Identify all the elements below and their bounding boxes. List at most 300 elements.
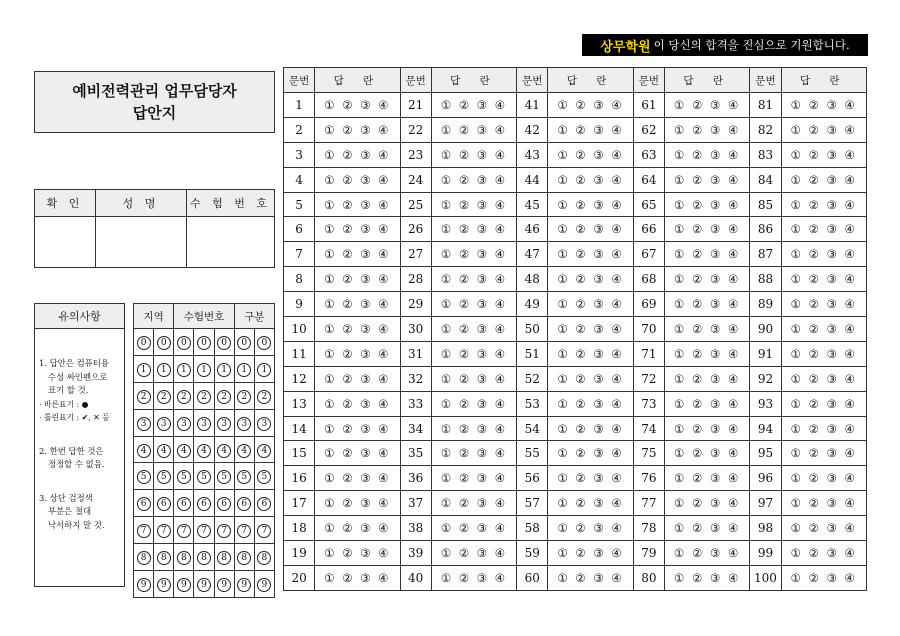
omr-bubble[interactable]: 8 — [177, 551, 191, 565]
answer-choice-bubbles[interactable]: ① ② ③ ④ — [548, 466, 633, 491]
omr-digit-row — [134, 571, 275, 598]
omr-bubble[interactable]: 9 — [257, 578, 271, 592]
question-number: 65 — [633, 192, 664, 217]
omr-bubble[interactable]: 0 — [197, 336, 211, 350]
omr-digit-row — [134, 329, 275, 356]
answer-choice-bubbles[interactable]: ① ② ③ ④ — [781, 491, 866, 516]
notice-line: 3. 상단 검정색 — [39, 492, 93, 503]
answer-choice-bubbles[interactable]: ① ② ③ ④ — [315, 117, 400, 142]
answer-choice-bubbles[interactable]: ① ② ③ ④ — [548, 142, 633, 167]
omr-bubble[interactable]: 4 — [137, 444, 151, 458]
omr-cell — [254, 490, 274, 517]
omr-cell — [214, 382, 234, 409]
omr-bubble[interactable]: 6 — [237, 497, 251, 511]
answer-choice-bubbles[interactable]: ① ② ③ ④ — [431, 242, 516, 267]
question-number: 6 — [284, 217, 315, 242]
answer-choice-bubbles[interactable]: ① ② ③ ④ — [548, 391, 633, 416]
question-number: 22 — [400, 117, 431, 142]
answer-choice-bubbles[interactable]: ① ② ③ ④ — [431, 391, 516, 416]
question-number: 76 — [633, 466, 664, 491]
omr-bubble[interactable]: 8 — [137, 551, 151, 565]
answer-row — [284, 466, 867, 491]
answer-choices-header: 답 란 — [664, 68, 749, 93]
answer-choice-bubbles[interactable]: ① ② ③ ④ — [315, 516, 400, 541]
answer-choice-bubbles[interactable]: ① ② ③ ④ — [548, 117, 633, 142]
answer-choice-bubbles[interactable]: ① ② ③ ④ — [315, 242, 400, 267]
answer-choice-bubbles[interactable]: ① ② ③ ④ — [781, 466, 866, 491]
question-number: 100 — [750, 565, 781, 590]
answer-choice-bubbles[interactable]: ① ② ③ ④ — [431, 541, 516, 566]
omr-bubble[interactable]: 4 — [237, 444, 251, 458]
omr-digit-row — [134, 517, 275, 544]
answer-row — [284, 491, 867, 516]
question-number: 89 — [750, 292, 781, 317]
omr-cell — [214, 463, 234, 490]
omr-digit-row — [134, 436, 275, 463]
omr-cell — [234, 355, 254, 382]
question-number: 95 — [750, 441, 781, 466]
question-number: 47 — [517, 242, 548, 267]
answer-choice-bubbles[interactable]: ① ② ③ ④ — [548, 192, 633, 217]
omr-bubble[interactable]: 5 — [237, 470, 251, 484]
question-number: 35 — [400, 441, 431, 466]
answer-choice-bubbles[interactable]: ① ② ③ ④ — [664, 192, 749, 217]
omr-bubble[interactable]: 9 — [197, 578, 211, 592]
omr-bubble[interactable]: 6 — [137, 497, 151, 511]
omr-cell — [234, 544, 254, 571]
question-number: 38 — [400, 516, 431, 541]
banner-brand: 상무학원 — [600, 39, 651, 55]
name-field[interactable] — [96, 217, 187, 268]
omr-bubble[interactable]: 5 — [197, 470, 211, 484]
omr-bubble[interactable]: 8 — [157, 551, 171, 565]
confirm-field[interactable] — [35, 217, 96, 268]
omr-cell — [154, 544, 174, 571]
answer-choice-bubbles[interactable]: ① ② ③ ④ — [315, 167, 400, 192]
question-number: 85 — [750, 192, 781, 217]
omr-bubble[interactable]: 7 — [197, 524, 211, 538]
omr-cell — [174, 382, 194, 409]
omr-bubble[interactable]: 6 — [257, 497, 271, 511]
answer-row — [284, 416, 867, 441]
answer-choice-bubbles[interactable]: ① ② ③ ④ — [431, 142, 516, 167]
omr-cell — [254, 517, 274, 544]
question-number: 16 — [284, 466, 315, 491]
answer-choice-bubbles[interactable]: ① ② ③ ④ — [431, 416, 516, 441]
answer-row — [284, 292, 867, 317]
answer-choice-bubbles[interactable]: ① ② ③ ④ — [781, 192, 866, 217]
question-number: 27 — [400, 242, 431, 267]
answer-choice-bubbles[interactable]: ① ② ③ ④ — [315, 317, 400, 342]
omr-bubble[interactable]: 8 — [237, 551, 251, 565]
omr-cell — [194, 355, 214, 382]
omr-cell — [134, 571, 154, 598]
omr-cell — [134, 517, 154, 544]
omr-bubble[interactable]: 3 — [217, 417, 231, 431]
answer-choice-bubbles[interactable]: ① ② ③ ④ — [664, 491, 749, 516]
question-number: 52 — [517, 366, 548, 391]
question-number: 29 — [400, 292, 431, 317]
answer-choice-bubbles[interactable]: ① ② ③ ④ — [781, 117, 866, 142]
answer-row — [284, 242, 867, 267]
omr-bubble[interactable]: 2 — [237, 390, 251, 404]
answer-choice-bubbles[interactable]: ① ② ③ ④ — [431, 441, 516, 466]
omr-bubble[interactable]: 9 — [137, 578, 151, 592]
notice-list — [35, 329, 124, 532]
answer-choice-bubbles[interactable]: ① ② ③ ④ — [664, 217, 749, 242]
answer-choice-bubbles[interactable]: ① ② ③ ④ — [315, 541, 400, 566]
question-number: 37 — [400, 491, 431, 516]
answer-choice-bubbles[interactable]: ① ② ③ ④ — [431, 292, 516, 317]
answer-choice-bubbles[interactable]: ① ② ③ ④ — [548, 242, 633, 267]
question-number: 28 — [400, 267, 431, 292]
answer-choice-bubbles[interactable]: ① ② ③ ④ — [315, 192, 400, 217]
answer-choice-bubbles[interactable]: ① ② ③ ④ — [781, 292, 866, 317]
omr-bubble[interactable]: 1 — [257, 363, 271, 377]
question-number: 25 — [400, 192, 431, 217]
answer-choice-bubbles[interactable]: ① ② ③ ④ — [664, 117, 749, 142]
answer-choice-bubbles[interactable]: ① ② ③ ④ — [548, 541, 633, 566]
omr-digit-row — [134, 490, 275, 517]
answer-choice-bubbles[interactable]: ① ② ③ ④ — [781, 217, 866, 242]
answer-choice-bubbles[interactable]: ① ② ③ ④ — [431, 192, 516, 217]
omr-bubble[interactable]: 3 — [257, 417, 271, 431]
answer-choice-bubbles[interactable]: ① ② ③ ④ — [664, 416, 749, 441]
omr-bubble[interactable]: 7 — [137, 524, 151, 538]
omr-cell — [214, 544, 234, 571]
answer-choice-bubbles[interactable]: ① ② ③ ④ — [664, 167, 749, 192]
question-number: 51 — [517, 341, 548, 366]
question-number: 50 — [517, 317, 548, 342]
question-number: 61 — [633, 93, 664, 118]
answer-choice-bubbles[interactable]: ① ② ③ ④ — [315, 366, 400, 391]
answer-choice-bubbles[interactable]: ① ② ③ ④ — [781, 142, 866, 167]
omr-cell — [234, 329, 254, 356]
answer-choice-bubbles[interactable]: ① ② ③ ④ — [431, 167, 516, 192]
answer-choice-bubbles[interactable]: ① ② ③ ④ — [664, 93, 749, 118]
omr-bubble[interactable]: 2 — [257, 390, 271, 404]
question-number: 56 — [517, 466, 548, 491]
answer-row — [284, 167, 867, 192]
answer-choice-bubbles[interactable]: ① ② ③ ④ — [664, 391, 749, 416]
omr-bubble[interactable]: 2 — [217, 390, 231, 404]
question-number: 91 — [750, 341, 781, 366]
omr-cell — [194, 544, 214, 571]
omr-cell — [214, 571, 234, 598]
omr-bubble[interactable]: 0 — [137, 336, 151, 350]
answer-choice-bubbles[interactable]: ① ② ③ ④ — [431, 217, 516, 242]
question-number: 86 — [750, 217, 781, 242]
answer-choice-bubbles[interactable]: ① ② ③ ④ — [431, 267, 516, 292]
answer-choice-bubbles[interactable]: ① ② ③ ④ — [664, 142, 749, 167]
answer-choices-header: 답 란 — [315, 68, 400, 93]
omr-cell — [154, 409, 174, 436]
question-number: 94 — [750, 416, 781, 441]
answer-choice-bubbles[interactable]: ① ② ③ ④ — [315, 341, 400, 366]
question-number: 75 — [633, 441, 664, 466]
exam-number-field[interactable] — [187, 217, 275, 268]
omr-bubble[interactable]: 6 — [157, 497, 171, 511]
answer-choice-bubbles[interactable]: ① ② ③ ④ — [548, 167, 633, 192]
answer-choice-bubbles[interactable]: ① ② ③ ④ — [315, 466, 400, 491]
answer-choice-bubbles[interactable]: ① ② ③ ④ — [548, 217, 633, 242]
omr-bubble[interactable]: 5 — [137, 470, 151, 484]
omr-cell — [134, 329, 154, 356]
omr-bubble[interactable]: 7 — [257, 524, 271, 538]
omr-cell — [174, 544, 194, 571]
omr-bubble[interactable]: 0 — [177, 336, 191, 350]
omr-bubble[interactable]: 7 — [177, 524, 191, 538]
omr-bubble[interactable]: 5 — [177, 470, 191, 484]
omr-bubble[interactable]: 8 — [217, 551, 231, 565]
name-header: 성 명 — [96, 190, 187, 217]
question-number: 15 — [284, 441, 315, 466]
omr-cell — [134, 355, 154, 382]
omr-cell — [214, 329, 234, 356]
notice-heading: 유의사항 — [35, 304, 124, 329]
omr-cell — [214, 436, 234, 463]
omr-bubble[interactable]: 6 — [197, 497, 211, 511]
answer-row — [284, 565, 867, 590]
omr-bubble[interactable]: 3 — [157, 417, 171, 431]
question-number: 68 — [633, 267, 664, 292]
answer-choice-bubbles[interactable]: ① ② ③ ④ — [431, 565, 516, 590]
omr-cell — [134, 382, 154, 409]
question-number: 19 — [284, 541, 315, 566]
answer-choice-bubbles[interactable]: ① ② ③ ④ — [781, 416, 866, 441]
answer-choice-bubbles[interactable]: ① ② ③ ④ — [548, 267, 633, 292]
answer-row — [284, 341, 867, 366]
identification-table — [34, 189, 275, 268]
omr-cell — [234, 409, 254, 436]
omr-bubble[interactable]: 4 — [157, 444, 171, 458]
answer-choice-bubbles[interactable]: ① ② ③ ④ — [315, 93, 400, 118]
omr-bubble[interactable]: 9 — [217, 578, 231, 592]
omr-bubble[interactable]: 3 — [177, 417, 191, 431]
answer-choice-bubbles[interactable]: ① ② ③ ④ — [431, 491, 516, 516]
answer-choice-bubbles[interactable]: ① ② ③ ④ — [548, 317, 633, 342]
answer-choice-bubbles[interactable]: ① ② ③ ④ — [431, 117, 516, 142]
answer-choice-bubbles[interactable]: ① ② ③ ④ — [431, 466, 516, 491]
answer-choice-bubbles[interactable]: ① ② ③ ④ — [781, 565, 866, 590]
answer-choices-header: 답 란 — [548, 68, 633, 93]
question-number: 78 — [633, 516, 664, 541]
answer-choice-bubbles[interactable]: ① ② ③ ④ — [315, 217, 400, 242]
answer-choice-bubbles[interactable]: ① ② ③ ④ — [315, 441, 400, 466]
question-number: 43 — [517, 142, 548, 167]
omr-bubble[interactable]: 9 — [157, 578, 171, 592]
answer-choice-bubbles[interactable]: ① ② ③ ④ — [548, 366, 633, 391]
answer-choice-bubbles[interactable]: ① ② ③ ④ — [548, 341, 633, 366]
answer-choice-bubbles[interactable]: ① ② ③ ④ — [315, 142, 400, 167]
question-number: 48 — [517, 267, 548, 292]
answer-choice-bubbles[interactable]: ① ② ③ ④ — [548, 416, 633, 441]
answer-choice-bubbles[interactable]: ① ② ③ ④ — [781, 317, 866, 342]
question-number: 80 — [633, 565, 664, 590]
answer-choice-bubbles[interactable]: ① ② ③ ④ — [548, 292, 633, 317]
omr-cell — [194, 329, 214, 356]
question-number: 88 — [750, 267, 781, 292]
answer-choice-bubbles[interactable]: ① ② ③ ④ — [781, 366, 866, 391]
question-number: 84 — [750, 167, 781, 192]
omr-bubble[interactable]: 9 — [237, 578, 251, 592]
notice-mark-example: · 틀린표기 : ✔, ✕ 등 — [39, 413, 110, 422]
answer-row — [284, 541, 867, 566]
omr-bubble[interactable]: 7 — [217, 524, 231, 538]
omr-bubble[interactable]: 4 — [257, 444, 271, 458]
omr-cell — [174, 409, 194, 436]
answer-choice-bubbles[interactable]: ① ② ③ ④ — [664, 565, 749, 590]
omr-bubble[interactable]: 1 — [157, 363, 171, 377]
omr-bubble[interactable]: 6 — [217, 497, 231, 511]
omr-bubble[interactable]: 8 — [257, 551, 271, 565]
omr-bubble[interactable]: 4 — [217, 444, 231, 458]
omr-digit-row — [134, 544, 275, 571]
answer-choice-bubbles[interactable]: ① ② ③ ④ — [315, 416, 400, 441]
omr-bubble[interactable]: 2 — [157, 390, 171, 404]
omr-bubble[interactable]: 3 — [137, 417, 151, 431]
answer-choice-bubbles[interactable]: ① ② ③ ④ — [781, 267, 866, 292]
omr-bubble[interactable]: 4 — [197, 444, 211, 458]
answer-choice-bubbles[interactable]: ① ② ③ ④ — [315, 267, 400, 292]
omr-cell — [134, 409, 154, 436]
omr-bubble[interactable]: 1 — [197, 363, 211, 377]
omr-bubble[interactable]: 5 — [257, 470, 271, 484]
omr-bubble[interactable]: 7 — [157, 524, 171, 538]
omr-bubble[interactable]: 0 — [257, 336, 271, 350]
omr-bubble[interactable]: 2 — [137, 390, 151, 404]
omr-cell — [134, 544, 154, 571]
answer-choice-bubbles[interactable]: ① ② ③ ④ — [781, 541, 866, 566]
answer-choice-bubbles[interactable]: ① ② ③ ④ — [431, 93, 516, 118]
question-number: 73 — [633, 391, 664, 416]
question-number: 41 — [517, 93, 548, 118]
question-number: 18 — [284, 516, 315, 541]
region-header: 지역 — [134, 304, 174, 329]
omr-cell — [174, 571, 194, 598]
omr-bubble[interactable]: 0 — [217, 336, 231, 350]
omr-bubble[interactable]: 0 — [157, 336, 171, 350]
omr-digit-row — [134, 463, 275, 490]
answer-choice-bubbles[interactable]: ① ② ③ ④ — [664, 466, 749, 491]
question-number-header: 문번 — [750, 68, 781, 93]
omr-bubble[interactable]: 0 — [237, 336, 251, 350]
answer-choice-bubbles[interactable]: ① ② ③ ④ — [315, 292, 400, 317]
question-number: 59 — [517, 541, 548, 566]
question-number: 5 — [284, 192, 315, 217]
answer-choice-bubbles[interactable]: ① ② ③ ④ — [664, 341, 749, 366]
omr-bubble[interactable]: 6 — [177, 497, 191, 511]
answer-choice-bubbles[interactable]: ① ② ③ ④ — [315, 491, 400, 516]
answer-choice-bubbles[interactable]: ① ② ③ ④ — [664, 242, 749, 267]
omr-bubble[interactable]: 9 — [177, 578, 191, 592]
question-number: 4 — [284, 167, 315, 192]
answer-choices-header: 답 란 — [431, 68, 516, 93]
omr-bubble[interactable]: 1 — [177, 363, 191, 377]
omr-bubble[interactable]: 1 — [237, 363, 251, 377]
omr-cell — [154, 382, 174, 409]
answer-choice-bubbles[interactable]: ① ② ③ ④ — [431, 317, 516, 342]
omr-cell — [134, 490, 154, 517]
answer-choice-bubbles[interactable]: ① ② ③ ④ — [548, 93, 633, 118]
notice-line: 정정할 수 없음. — [48, 459, 105, 469]
omr-cell — [254, 544, 274, 571]
omr-cell — [154, 517, 174, 544]
exam-number-header: 수 험 번 호 — [187, 190, 275, 217]
omr-bubble[interactable]: 7 — [237, 524, 251, 538]
answer-choice-bubbles[interactable]: ① ② ③ ④ — [781, 242, 866, 267]
answer-choice-bubbles[interactable]: ① ② ③ ④ — [431, 366, 516, 391]
answer-choice-bubbles[interactable]: ① ② ③ ④ — [781, 93, 866, 118]
question-number: 17 — [284, 491, 315, 516]
answer-choice-bubbles[interactable]: ① ② ③ ④ — [548, 491, 633, 516]
notice-line: 2. 한번 답한 것은 — [39, 445, 104, 456]
answer-choice-bubbles[interactable]: ① ② ③ ④ — [548, 441, 633, 466]
answer-row — [284, 317, 867, 342]
answer-choice-bubbles[interactable]: ① ② ③ ④ — [548, 565, 633, 590]
answer-choice-bubbles[interactable]: ① ② ③ ④ — [664, 366, 749, 391]
answer-choice-bubbles[interactable]: ① ② ③ ④ — [664, 541, 749, 566]
answer-choice-bubbles[interactable]: ① ② ③ ④ — [781, 391, 866, 416]
omr-bubble[interactable]: 2 — [197, 390, 211, 404]
notice-line: 1. 답안은 컴퓨터용 — [39, 358, 109, 368]
answer-choice-bubbles[interactable]: ① ② ③ ④ — [781, 341, 866, 366]
question-number: 72 — [633, 366, 664, 391]
answer-choice-bubbles[interactable]: ① ② ③ ④ — [431, 516, 516, 541]
answer-choice-bubbles[interactable]: ① ② ③ ④ — [664, 292, 749, 317]
question-number: 60 — [517, 565, 548, 590]
omr-bubble[interactable]: 3 — [237, 417, 251, 431]
answer-row — [284, 391, 867, 416]
omr-bubble[interactable]: 8 — [197, 551, 211, 565]
omr-bubble[interactable]: 5 — [217, 470, 231, 484]
omr-bubble[interactable]: 4 — [177, 444, 191, 458]
omr-bubble[interactable]: 5 — [157, 470, 171, 484]
answer-choice-bubbles[interactable]: ① ② ③ ④ — [664, 441, 749, 466]
question-number: 77 — [633, 491, 664, 516]
answer-choice-bubbles[interactable]: ① ② ③ ④ — [315, 565, 400, 590]
question-number: 83 — [750, 142, 781, 167]
question-number: 33 — [400, 391, 431, 416]
answer-choice-bubbles[interactable]: ① ② ③ ④ — [548, 516, 633, 541]
omr-bubble[interactable]: 3 — [197, 417, 211, 431]
omr-cell — [174, 517, 194, 544]
omr-id-grid — [133, 303, 275, 598]
answer-choice-bubbles[interactable]: ① ② ③ ④ — [664, 267, 749, 292]
omr-cell — [214, 409, 234, 436]
notice-item — [39, 492, 124, 533]
question-number: 26 — [400, 217, 431, 242]
answer-choice-bubbles[interactable]: ① ② ③ ④ — [431, 341, 516, 366]
category-header: 구분 — [234, 304, 274, 329]
question-number: 54 — [517, 416, 548, 441]
omr-bubble[interactable]: 2 — [177, 390, 191, 404]
notice-line: 수성 싸인펜으로 — [48, 371, 108, 382]
answer-choice-bubbles[interactable]: ① ② ③ ④ — [664, 317, 749, 342]
answer-choice-bubbles[interactable]: ① ② ③ ④ — [781, 441, 866, 466]
question-number: 30 — [400, 317, 431, 342]
omr-bubble[interactable]: 1 — [137, 363, 151, 377]
answer-choice-bubbles[interactable]: ① ② ③ ④ — [664, 516, 749, 541]
question-number: 9 — [284, 292, 315, 317]
omr-cell — [254, 463, 274, 490]
answer-choice-bubbles[interactable]: ① ② ③ ④ — [315, 391, 400, 416]
answer-choice-bubbles[interactable]: ① ② ③ ④ — [781, 516, 866, 541]
omr-bubble[interactable]: 1 — [217, 363, 231, 377]
answer-row — [284, 366, 867, 391]
answer-choice-bubbles[interactable]: ① ② ③ ④ — [781, 167, 866, 192]
question-number: 55 — [517, 441, 548, 466]
